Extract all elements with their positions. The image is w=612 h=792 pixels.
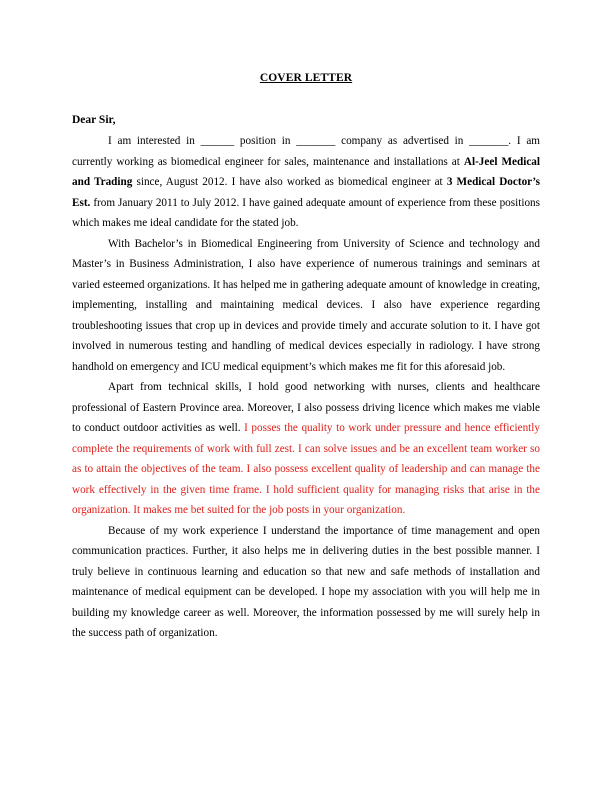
p1-text-c: since, August 2012. I have also worked as biomedical engineer at	[132, 176, 447, 188]
p1-text-e: from January 2011 to July 2012. I have gained adequate amount of experience from these positions which makes me ideal candidate for the stated job.	[72, 196, 540, 229]
p3-text-a: Apart from technical skills, I hold good networking with nurses, clients and healthcare professional of Eastern Province area. Moreover, I also possess driving licence which makes me viable to conduct outdoor activities as well.	[72, 381, 540, 434]
p1-company-previous: 3 Medical Doctor’s Est.	[72, 176, 541, 209]
paragraph-1	[72, 131, 540, 234]
p1-company-current: Al-Jeel Medical and Trading	[72, 155, 540, 188]
p3-highlighted-text: I posses the quality to work under pressure and hence efficiently complete the requirements of work with full zest. I can solve issues and be an excellent team worker so as to attain the objectives of the team. I also possess excellent quality of leadership and can manage the work effectively in the given time frame. I hold sufficient quality for managing risks that arise in the organization. It makes me bet suited for the job posts in your organization.	[72, 422, 540, 516]
salutation: Dear Sir,	[72, 114, 116, 126]
paragraph-4: Because of my work experience I understand the importance of time management and open communication practices. Further, it also helps me in delivering duties in the best possible manner. I truly believe in continuous learning and education so that new and safe methods of installation and maintenance of medical equipment can be developed. I hope my association with you will help me in building my knowledge career as well. Moreover, the information possessed by me will surely help in the success path of organization.	[72, 524, 540, 639]
letter-body	[72, 131, 540, 644]
paragraph-3	[72, 377, 540, 521]
page-title: COVER LETTER	[259, 72, 353, 84]
paragraph-2: With Bachelor’s in Biomedical Engineering from University of Science and technology and Master’s in Business Administration, I also have experience of numerous trainings and seminars at varied esteemed organizations. It has helped me in gathering adequate amount of knowledge in creating, implementing, installing and maintaining medical devices. I also have experience regarding troubleshooting issues that crop up in devices and provide timely and accurate solution to it. I have got involved in numerous testing and handling of medical devices especially in radiology. I have strong handhold on emergency and ICU medical equipment’s which makes me fit for this aforesaid job.	[72, 237, 540, 373]
p1-text-a: I am interested in ______ position in _______ company as advertised in _______. I am currently working as biomedical engineer for sales, maintenance and installations at	[72, 135, 540, 168]
